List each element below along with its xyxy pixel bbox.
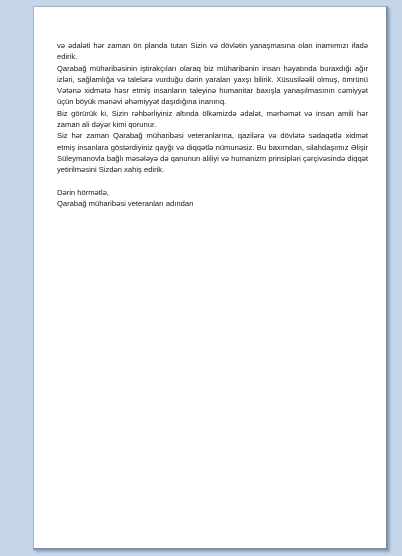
paragraph-spacer [57,176,368,187]
closing-greeting: Dərin hörmətlə, [57,187,109,197]
paragraph-3: Biz görürük ki, Sizin rəhbərliyiniz altında ölkəmizdə ədalət, mərhəmət və insan amili hər zaman ali dəyər kimi qorunur. [57,108,368,130]
paragraph-4: Siz hər zaman Qarabağ müharibəsi veteranlarına, qazilərə və dövlətə sədaqətlə xidmət etmiş insanlara göstərdiyiniz qayğı və diqqətlə nümunəsiz. Bu baxımdan, silahdaşımız Əlişir Süleymanovla bağlı məsələyə də qanunun aliliyi və humanizm prinsipləri çərçivəsində diqqət yetirilməsini Sizdən xahiş edirik. [57,131,368,175]
paragraph-1: və ədaləti hər zaman ön planda tutan Sizin və dövlətin yanaşmasına olan inamımızı ifadə edirik. [57,41,368,62]
document-page[interactable] [33,6,388,550]
document-body [57,40,368,209]
paragraph-2: Qarabağ müharibəsinin iştirakçıları olaraq biz müharibənin insan həyatında buraxdığı ağır izləri, sağlamlığa və talelərə vurduğu dərin yaraları yaxşı bilirik. Xüsusiləəlil olmuş, ömrünü Vətənə xidmətə həsr etmiş insanların taleyinə humanitar baxışla yanaşılmasının cəmiyyət üçün böyük mənəvi əhəmiyyət daşıdığına inanırıq. [57,63,368,107]
signature-line: Qarabağ müharibəsi veteranları adından [57,199,194,209]
